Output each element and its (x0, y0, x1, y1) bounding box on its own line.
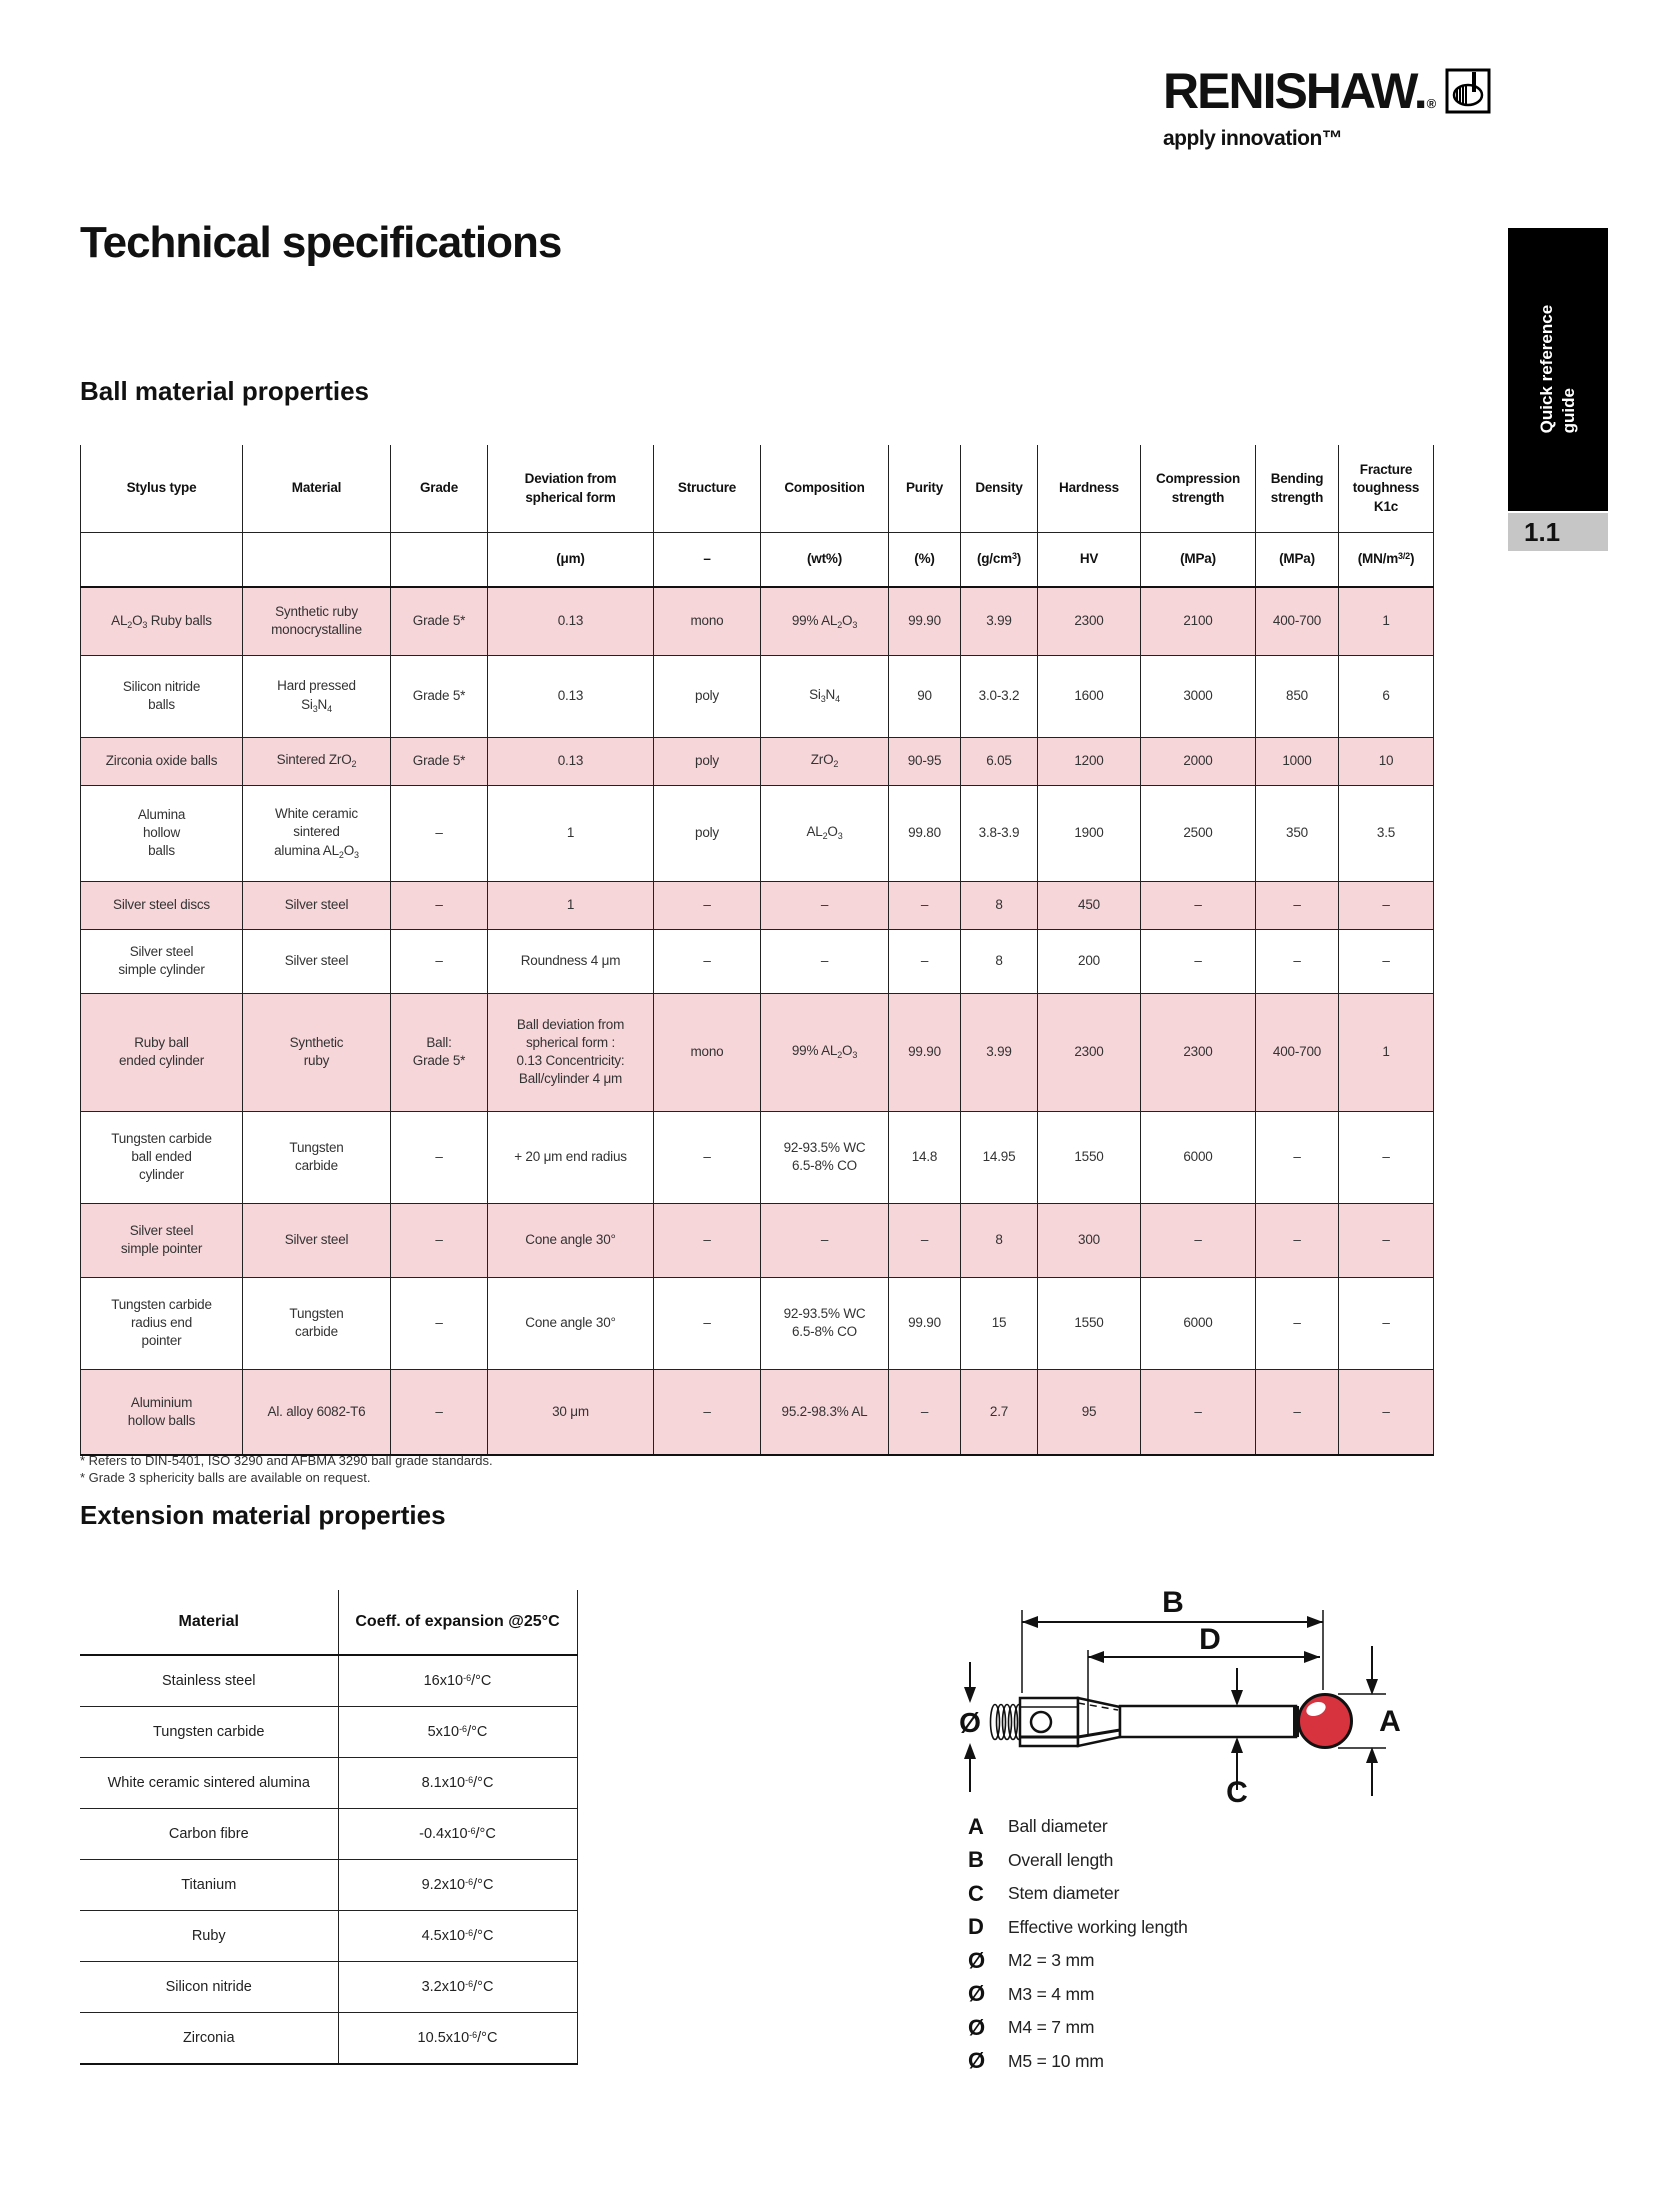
stylus-stem (1120, 1706, 1298, 1737)
legend-key: D (968, 1914, 984, 1940)
table-cell: Silver steel simple cylinder (81, 929, 243, 993)
unit-cell: – (654, 533, 761, 588)
table-cell: Tungsten carbide (80, 1707, 338, 1758)
table-cell: 1550 (1038, 1277, 1141, 1369)
table-cell: – (761, 1203, 889, 1277)
table-cell: 1 (488, 785, 654, 881)
table-cell: 14.8 (889, 1111, 961, 1203)
table-cell: Tungsten carbide (243, 1111, 391, 1203)
table-cell: poly (654, 737, 761, 785)
table-cell: 2500 (1141, 785, 1256, 881)
table-cell: $AL_2O_3$ (761, 785, 889, 881)
table-cell: 8 (961, 1203, 1038, 1277)
table-cell: 3.8-3.9 (961, 785, 1038, 881)
table-cell: 90-95 (889, 737, 961, 785)
legend-text: M3 = 4 mm (1008, 1983, 1095, 2004)
column-header: Purity (889, 445, 961, 533)
table-row (81, 881, 1434, 929)
table-cell: Silicon nitride balls (81, 655, 243, 737)
label-c: C (1226, 1776, 1248, 1809)
table-cell: Aluminium hollow balls (81, 1369, 243, 1455)
table-row (81, 929, 1434, 993)
table-row (80, 1707, 577, 1758)
table-cell: Ball deviation from spherical form : 0.13 Concentricity: Ball/cylinder 4 μm (488, 993, 654, 1111)
table-cell: 99% $AL_2O_3$ (761, 993, 889, 1111)
table-cell: – (654, 929, 761, 993)
table-cell: 92-93.5% WC 6.5-8% CO (761, 1277, 889, 1369)
table-cell: – (761, 929, 889, 993)
table-cell: – (889, 1369, 961, 1455)
stylus-diagram (920, 1550, 1410, 1850)
legend-text: M4 = 7 mm (1008, 2017, 1095, 2038)
unit-cell: $(MN/m^{3/2})$ (1339, 533, 1434, 588)
table-cell: Stainless steel (80, 1655, 338, 1707)
column-header: Hardness (1038, 445, 1141, 533)
column-header: Material (243, 445, 391, 533)
table-cell: 3.0-3.2 (961, 655, 1038, 737)
header-row (81, 445, 1434, 533)
table-cell: 2.7 (961, 1369, 1038, 1455)
table-cell: Al. alloy 6082-T6 (243, 1369, 391, 1455)
column-header: Deviation from spherical form (488, 445, 654, 533)
table-cell: 0.13 (488, 587, 654, 655)
table-cell: 6000 (1141, 1111, 1256, 1203)
table-cell: $10.5x10^{-6}/^\circ C$ (338, 2013, 577, 2065)
table-cell: – (1339, 1203, 1434, 1277)
table-cell: – (1339, 929, 1434, 993)
table-row (80, 1758, 577, 1809)
table-row (81, 1277, 1434, 1369)
table-cell: $3.2x10^{-6}/^\circ C$ (338, 1962, 577, 2013)
logo-tagline: apply innovation™ (1163, 127, 1343, 150)
table-cell: poly (654, 655, 761, 737)
legend-text: Ball diameter (1008, 1816, 1108, 1837)
table-row (81, 655, 1434, 737)
table-row (81, 1369, 1434, 1455)
quick-reference-tab (1508, 228, 1608, 511)
table-row (81, 737, 1434, 785)
table-row (81, 993, 1434, 1111)
table-cell: 10 (1339, 737, 1434, 785)
legend-key: B (968, 1847, 984, 1873)
table-cell: Grade 5* (391, 587, 488, 655)
table-cell: – (1141, 1203, 1256, 1277)
diagram-legend (968, 1810, 1188, 2078)
unit-cell: (MPa) (1256, 533, 1339, 588)
legend-key: Ø (968, 2048, 986, 2074)
table-cell: 2000 (1141, 737, 1256, 785)
table-cell: – (889, 1203, 961, 1277)
table-cell: 2300 (1141, 993, 1256, 1111)
unit-cell (243, 533, 391, 588)
ball-circle (1299, 1695, 1352, 1748)
column-header: Density (961, 445, 1038, 533)
unit-cell: (MPa) (1141, 533, 1256, 588)
table-cell: 99.90 (889, 993, 961, 1111)
table-cell: 450 (1038, 881, 1141, 929)
table-cell: 30 μm (488, 1369, 654, 1455)
legend-key: Ø (968, 1981, 986, 2007)
unit-cell: HV (1038, 533, 1141, 588)
table-cell: 99% $AL_2O_3$ (761, 587, 889, 655)
table-cell: – (654, 1369, 761, 1455)
table-cell: – (391, 1369, 488, 1455)
legend-item (968, 2045, 1188, 2079)
unit-cell: (%) (889, 533, 961, 588)
table-cell: Alumina hollow balls (81, 785, 243, 881)
column-header: Coeff. of expansion @25°C (338, 1590, 577, 1655)
table-cell: 14.95 (961, 1111, 1038, 1203)
table-row (81, 1203, 1434, 1277)
table-cell: 99.90 (889, 587, 961, 655)
table-cell: 1 (1339, 993, 1434, 1111)
table-cell: – (1339, 1277, 1434, 1369)
table-row (81, 785, 1434, 881)
table-cell: Roundness 4 μm (488, 929, 654, 993)
table-cell: Cone angle 30° (488, 1277, 654, 1369)
table-cell: $9.2x10^{-6}/^\circ C$ (338, 1860, 577, 1911)
table-cell: Silver steel (243, 929, 391, 993)
table-cell: 15 (961, 1277, 1038, 1369)
legend-key: Ø (968, 2014, 986, 2040)
table-cell: Zirconia oxide balls (81, 737, 243, 785)
renishaw-logo (1163, 63, 1491, 151)
table-cell: – (1256, 929, 1339, 993)
label-b: B (1162, 1586, 1184, 1619)
table-cell: Silver steel (243, 1203, 391, 1277)
units-row (81, 533, 1434, 588)
table-cell: – (1256, 881, 1339, 929)
table-row (81, 1111, 1434, 1203)
stylus-ball (1299, 1695, 1352, 1748)
column-header: Bending strength (1256, 445, 1339, 533)
legend-text: Effective working length (1008, 1916, 1188, 1937)
ball-material-table (80, 445, 1434, 1456)
table-cell: Silver steel simple pointer (81, 1203, 243, 1277)
table-cell: 1 (488, 881, 654, 929)
table-cell: 0.13 (488, 655, 654, 737)
legend-key: C (968, 1880, 984, 1906)
table-row (80, 2013, 577, 2065)
table-cell: 1900 (1038, 785, 1141, 881)
table-cell: – (1141, 1369, 1256, 1455)
table-cell: 0.13 (488, 737, 654, 785)
table-cell: 8 (961, 929, 1038, 993)
table-cell: 2100 (1141, 587, 1256, 655)
table-cell: 200 (1038, 929, 1141, 993)
table-cell: 350 (1256, 785, 1339, 881)
table-cell: – (391, 1203, 488, 1277)
table-cell: – (654, 1277, 761, 1369)
table-cell: – (654, 1203, 761, 1277)
table-row (80, 1860, 577, 1911)
table-cell: 1200 (1038, 737, 1141, 785)
legend-text: M2 = 3 mm (1008, 1950, 1095, 1971)
table-cell: Zirconia (80, 2013, 338, 2065)
legend-text: M5 = 10 mm (1008, 2050, 1104, 2071)
ball-section-heading: Ball material properties (80, 376, 369, 406)
thread-icon (991, 1705, 1024, 1740)
quick-reference-tab-label: Quick reference guide (1536, 305, 1579, 434)
logo-wordmark: RENISHAW. (1163, 63, 1426, 119)
extension-material-table (80, 1590, 578, 2065)
table-cell: 400-700 (1256, 587, 1339, 655)
table-cell: mono (654, 587, 761, 655)
table-cell: – (391, 1111, 488, 1203)
table-cell: $Si_3N_4$ (761, 655, 889, 737)
table-cell: White ceramic sintered alumina $AL_2O_3$ (243, 785, 391, 881)
table-cell: 95.2-98.3% AL (761, 1369, 889, 1455)
table-cell: – (654, 1111, 761, 1203)
table-cell: Titanium (80, 1860, 338, 1911)
table-cell: 95 (1038, 1369, 1141, 1455)
unit-cell: $(g/cm^3)$ (961, 533, 1038, 588)
table-cell: Tungsten carbide radius end pointer (81, 1277, 243, 1369)
table-cell: 99.80 (889, 785, 961, 881)
table-cell: – (1256, 1203, 1339, 1277)
table-cell: $8.1x10^{-6}/^\circ C$ (338, 1758, 577, 1809)
unit-cell: (wt%) (761, 533, 889, 588)
table-cell: 1000 (1256, 737, 1339, 785)
table-cell: White ceramic sintered alumina (80, 1758, 338, 1809)
column-header: Fracture toughness K1c (1339, 445, 1434, 533)
table-cell: – (1256, 1277, 1339, 1369)
table-cell: Synthetic ruby (243, 993, 391, 1111)
table-cell: 99.90 (889, 1277, 961, 1369)
table-cell: Silver steel (243, 881, 391, 929)
table-cell: 8 (961, 881, 1038, 929)
table-cell: Tungsten carbide (243, 1277, 391, 1369)
table-cell: poly (654, 785, 761, 881)
legend-item (968, 1844, 1188, 1878)
table-cell: 850 (1256, 655, 1339, 737)
table-cell: 3000 (1141, 655, 1256, 737)
table-cell: Ball: Grade 5* (391, 993, 488, 1111)
table-cell: $16x10^{-6}/^\circ C$ (338, 1655, 577, 1707)
table-cell: 1 (1339, 587, 1434, 655)
footnotes (80, 1452, 493, 1486)
legend-text: Stem diameter (1008, 1883, 1120, 1904)
table-cell: $-0.4x10^{-6}/^\circ C$ (338, 1809, 577, 1860)
table-cell: Grade 5* (391, 737, 488, 785)
table-cell: Hard pressed $Si_3N_4$ (243, 655, 391, 737)
table-cell: 90 (889, 655, 961, 737)
table-cell: Cone angle 30° (488, 1203, 654, 1277)
legend-text: Overall length (1008, 1849, 1114, 1870)
table-cell: 92-93.5% WC 6.5-8% CO (761, 1111, 889, 1203)
legend-item (968, 1978, 1188, 2012)
legend-key: A (968, 1813, 984, 1839)
table-cell: Carbon fibre (80, 1809, 338, 1860)
table-cell: mono (654, 993, 761, 1111)
table-cell: 6 (1339, 655, 1434, 737)
table-cell: $5x10^{-6}/^\circ C$ (338, 1707, 577, 1758)
legend-item (968, 1810, 1188, 1844)
table-cell: Synthetic ruby monocrystalline (243, 587, 391, 655)
extension-section-heading: Extension material properties (80, 1500, 446, 1530)
dimension-b (1022, 1610, 1323, 1693)
table-cell: Ruby (80, 1911, 338, 1962)
column-header: Composition (761, 445, 889, 533)
registered-mark: ® (1426, 96, 1437, 111)
legend-item (968, 2011, 1188, 2045)
table-cell: – (1141, 929, 1256, 993)
table-cell: 1550 (1038, 1111, 1141, 1203)
label-diameter: Ø (959, 1707, 981, 1738)
table-cell: Ruby ball ended cylinder (81, 993, 243, 1111)
table-cell: 2300 (1038, 993, 1141, 1111)
table-row (81, 587, 1434, 655)
table-cell: 3.99 (961, 993, 1038, 1111)
column-header: Material (80, 1590, 338, 1655)
table-cell: – (391, 785, 488, 881)
table-cell: ZrO$_2$ (761, 737, 889, 785)
footnote: * Refers to DIN-5401, ISO 3290 and AFBMA 3290 ball grade standards. (80, 1453, 493, 1468)
table-cell: – (1256, 1369, 1339, 1455)
table-cell: Silver steel discs (81, 881, 243, 929)
table-cell: 2300 (1038, 587, 1141, 655)
column-header: Structure (654, 445, 761, 533)
column-header: Compression strength (1141, 445, 1256, 533)
table-cell: 300 (1038, 1203, 1141, 1277)
table-cell: 1600 (1038, 655, 1141, 737)
table-row (80, 1809, 577, 1860)
section-number: 1.1 (1508, 513, 1608, 551)
table-cell: $4.5x10^{-6}/^\circ C$ (338, 1911, 577, 1962)
probe-icon (1445, 68, 1491, 119)
table-cell: 6000 (1141, 1277, 1256, 1369)
table-cell: – (391, 881, 488, 929)
table-cell: – (1141, 881, 1256, 929)
table-cell: Sintered ZrO$_2$ (243, 737, 391, 785)
table-row (80, 1962, 577, 2013)
label-a: A (1379, 1705, 1401, 1738)
stylus-holder (1020, 1698, 1120, 1746)
table-cell: – (1339, 1369, 1434, 1455)
table-cell: 3.5 (1339, 785, 1434, 881)
table-cell: – (1339, 1111, 1434, 1203)
unit-cell: (μm) (488, 533, 654, 588)
table-cell: Silicon nitride (80, 1962, 338, 2013)
table-row (80, 1655, 577, 1707)
legend-item (968, 1944, 1188, 1978)
table-cell: – (761, 881, 889, 929)
table-cell: – (889, 881, 961, 929)
table-cell: – (391, 1277, 488, 1369)
table-cell: + 20 μm end radius (488, 1111, 654, 1203)
unit-cell (391, 533, 488, 588)
table-cell: Tungsten carbide ball ended cylinder (81, 1111, 243, 1203)
label-d: D (1199, 1623, 1221, 1656)
column-header: Grade (391, 445, 488, 533)
page-title: Technical specifications (80, 218, 562, 267)
legend-key: Ø (968, 1947, 986, 1973)
unit-cell (81, 533, 243, 588)
table-row (80, 1911, 577, 1962)
legend-item (968, 1877, 1188, 1911)
table-cell: – (889, 929, 961, 993)
header-row (80, 1590, 577, 1655)
table-cell: Grade 5* (391, 655, 488, 737)
legend-item (968, 1911, 1188, 1945)
footnote: * Grade 3 sphericity balls are available on request. (80, 1470, 371, 1485)
table-cell: 3.99 (961, 587, 1038, 655)
column-header: Stylus type (81, 445, 243, 533)
table-cell: – (1256, 1111, 1339, 1203)
table-cell: – (1339, 881, 1434, 929)
table-cell: – (654, 881, 761, 929)
table-cell: 400-700 (1256, 993, 1339, 1111)
table-cell: $AL_2O_3$ Ruby balls (81, 587, 243, 655)
table-cell: 6.05 (961, 737, 1038, 785)
table-cell: – (391, 929, 488, 993)
